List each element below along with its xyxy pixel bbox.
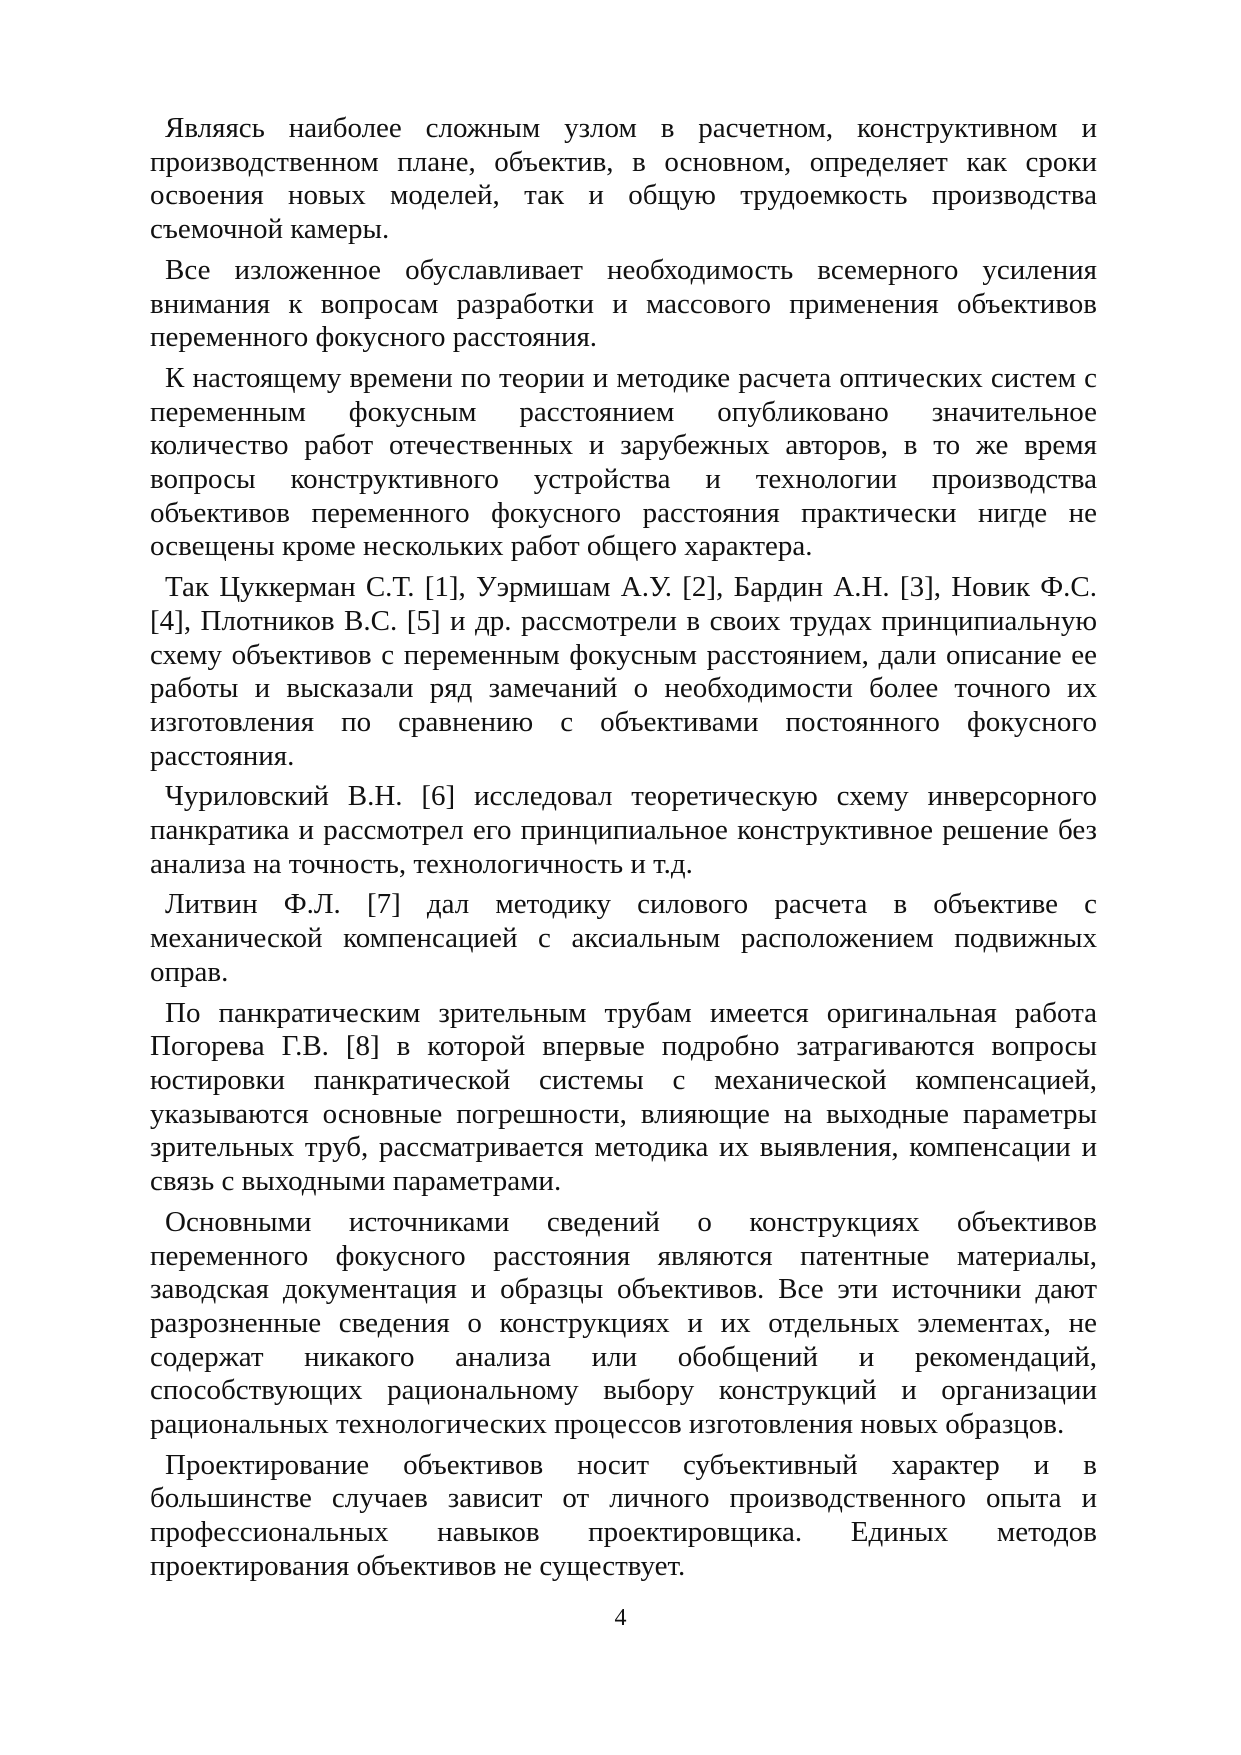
paragraph-attention-need: Все изложенное обуславливает необходимость всемерного усиления внимания к вопросам разработки и массового применения объективов переменного фокусного расстояния. [150, 253, 1097, 354]
paragraph-published-works: К настоящему времени по теории и методике расчета оптических систем с переменным фокусным расстоянием опубликовано значительное количество работ отечественных и зарубежных авторов, в то же время вопросы конструктивного устройства и технологии производства объективов переменного фокусного расстояния практически нигде не освещены кроме нескольких работ общего характера. [150, 361, 1097, 563]
paragraph-churilovsky: Чуриловский В.Н. [6] исследовал теоретическую схему инверсорного панкратика и рассмотрел его принципиальное конструктивное решение без анализа на точность, технологичность и т.д. [150, 780, 1097, 880]
paragraph-litvin: Литвин Ф.Л. [7] дал методику силового расчета в объективе с механической компенсацией с аксиальным расположением подвижных оправ. [150, 888, 1097, 988]
paragraph-pogorev: По панкратическим зрительным трубам имеется оригинальная работа Погорева Г.В. [8] в которой впервые подробно затрагиваются вопросы юстировки панкратической системы с механической компенсацией, указываются основные погрешности, влияющие на выходные параметры зрительных труб, рассматривается методика их выявления, компенсации и связь с выходными параметрами. [150, 996, 1097, 1198]
paragraph-design-methods: Проектирование объективов носит субъективный характер и в большинстве случаев зависит от личного производственного опыта и профессиональных навыков проектировщика. Единых методов проектирования объективов не существует. [150, 1448, 1097, 1582]
paragraph-authors-review: Так Цуккерман С.Т. [1], Уэрмишам А.У. [2], Бардин А.Н. [3], Новик Ф.С. [4], Плотников В.С. [5] и др. рассмотрели в своих трудах принципиальную схему объективов с переменным фокусным расстоянием, дали описание ее работы и высказали ряд замечаний о необходимости более точного их изготовления по сравнению с объективами постоянного фокусного расстояния. [150, 571, 1097, 772]
paragraph-lens-complexity: Являясь наиболее сложным узлом в расчетном, конструктивном и производственном плане, объектив, в основном, определяет как сроки освоения новых моделей, так и общую трудоемкость производства съемочной камеры. [150, 112, 1097, 246]
page-number: 4 [614, 1605, 627, 1631]
paragraph-sources: Основными источниками сведений о конструкциях объективов переменного фокусного расстояния являются патентные материалы, заводская документация и образцы объективов. Все эти источники дают разрозненные сведения о конструкциях и их отдельных элементах, не содержат никакого анализа или обобщений и рекомендаций, способствующих рациональному выбору конструкций и организации рациональных технологических процессов изготовления новых образцов. [150, 1205, 1097, 1441]
body-text [150, 112, 1097, 1591]
